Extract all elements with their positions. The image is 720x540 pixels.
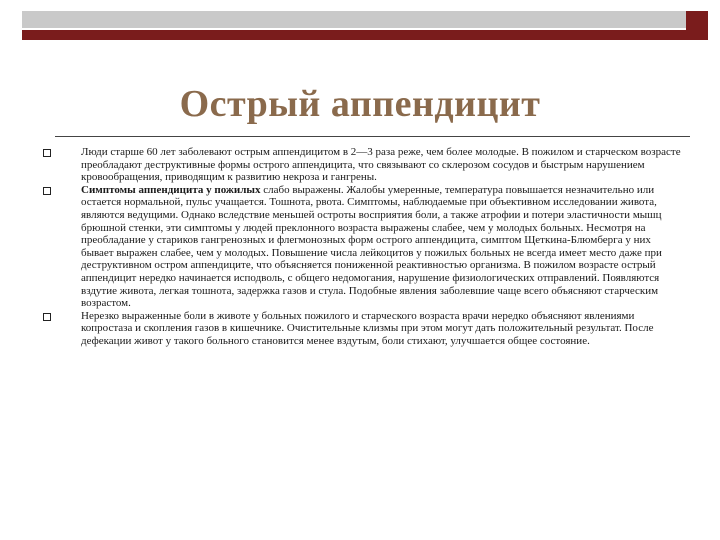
bullet-item-3 xyxy=(43,310,681,348)
header-bar xyxy=(22,11,686,28)
square-bullet-icon xyxy=(43,313,51,321)
bullet-item-2 xyxy=(43,184,681,310)
bullet-item-text: Люди старше 60 лет заболевают острым аппендицитом в 2—3 раза реже, чем более молодые. В пожилом и старческом возрасте преобладают деструктивные формы острого аппендицита, что связывают со склерозом сосудов и быстрым нарушением кровообращения, приводящим к развитию некроза и гангрены. xyxy=(81,146,681,184)
bullet-item-1 xyxy=(43,146,681,184)
square-bullet-icon xyxy=(43,149,51,157)
bullet-item-text: Нерезко выраженные боли в животе у больных пожилого и старческого возраста врачи нередко объясняют явлениями копростаза и скопления газов в кишечнике. Очистительные клизмы при этом могут дать положительный результат. После дефекации живот у такого больного становится менее вздутым, боли стихают, улучшается общее состояние. xyxy=(81,309,654,347)
slide-title: Острый аппендицит xyxy=(179,83,541,125)
bullet-item-lead: Симптомы аппендицита у пожилых xyxy=(81,183,261,196)
header-corner-block xyxy=(686,11,708,40)
square-bullet-icon xyxy=(43,187,51,195)
header-underline-bar xyxy=(22,30,708,40)
bullet-item-text: слабо выражены. Жалобы умеренные, температура повышается незначительно или остается нормальной, пульс учащается. Тошнота, рвота. Симптомы, наблюдаемые при объективном исследовании живота, являются ведущими. Однако вследствие меньшей остроты восприятия боли, а также атрофии и потери эластичности мышц брюшной стенки, эти симптомы у людей преклонного возраста выражены слабее, чем у молодых больных. Несмотря на преобладание у стариков гангренозных и флегмонозных форм острого аппендицита, симптом Щеткина-Блюмберга у них бывает выражен слабее, чем у молодых. Повышение числа лейкоцитов у пожилых больных не всегда имеет место даже при деструктивном остром аппендиците, что объясняется пониженной реактивностью организма. В пожилом возрасте острый аппендицит нередко начинается исподволь, с общего недомогания, нарушение физиологических отправлений. Появляются вздутие живота, легкая тошнота, задержка газов и стула. Подобные явления заболевшие чаще всего объясняют старческим возрастом. xyxy=(81,183,662,310)
title-divider xyxy=(55,136,690,137)
slide-content xyxy=(43,146,681,348)
